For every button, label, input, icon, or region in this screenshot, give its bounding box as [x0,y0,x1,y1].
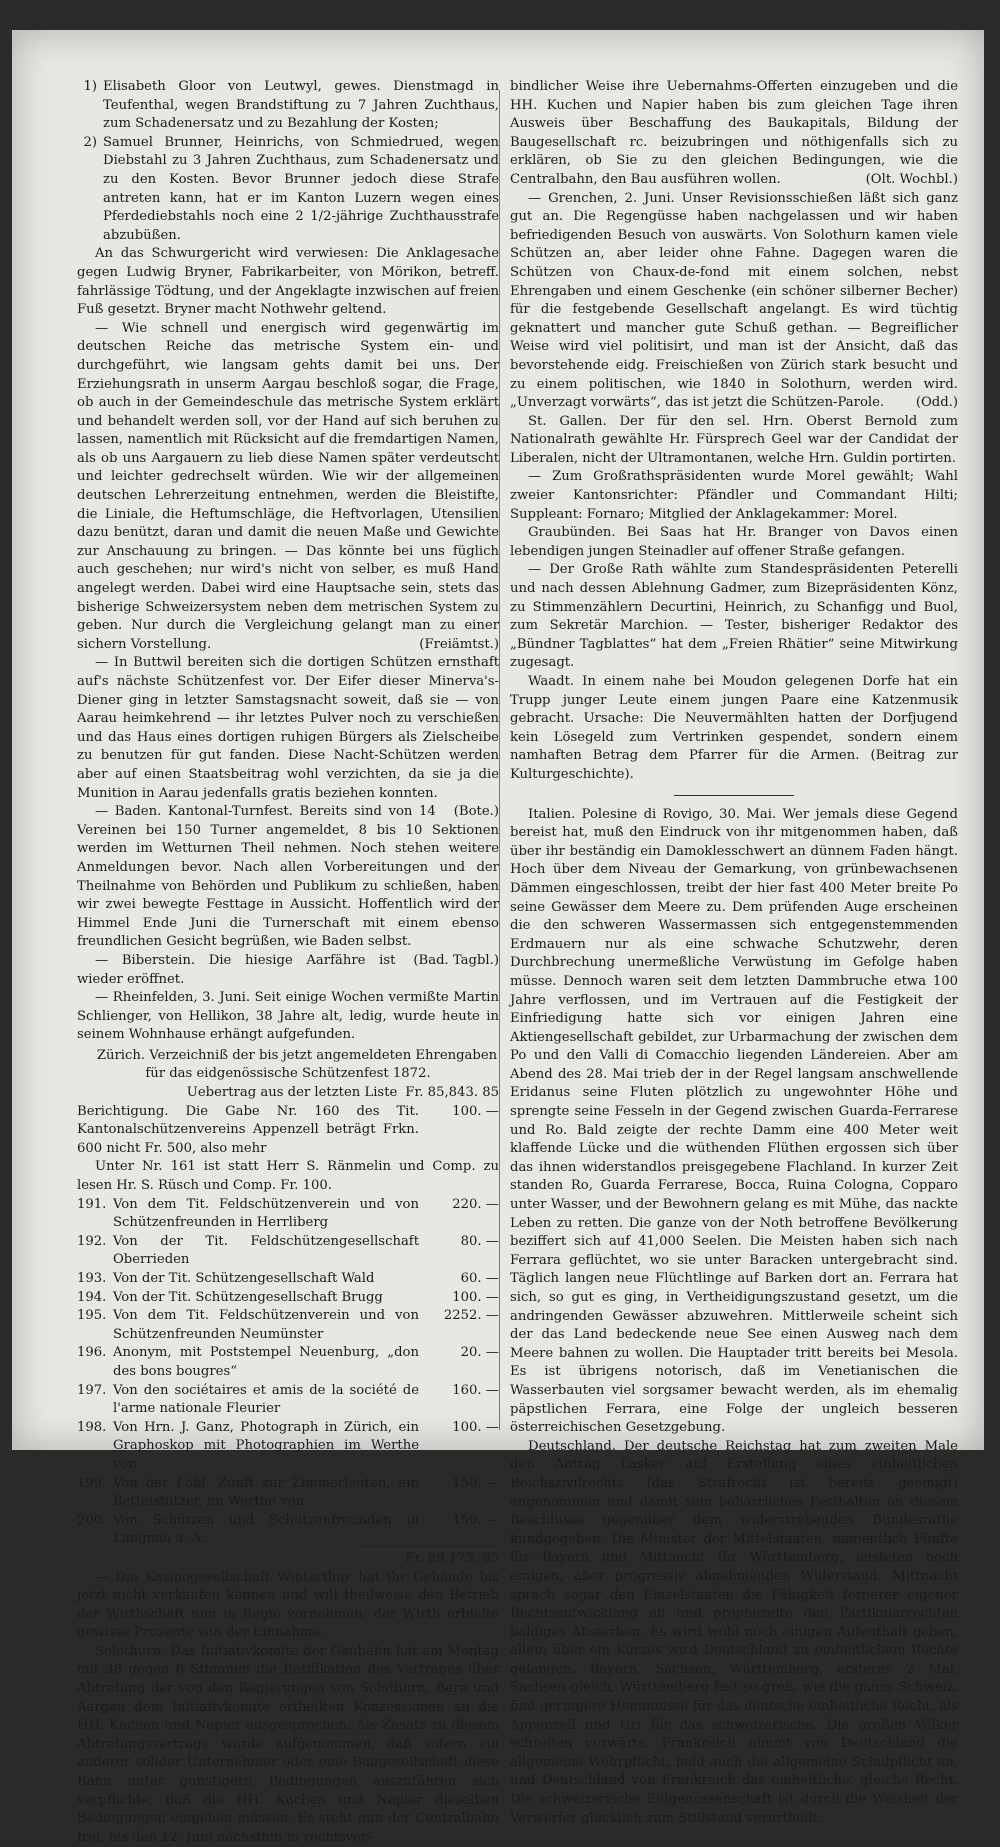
source-label: (Freiämtst.) [419,636,499,652]
deutschland-paragraph: Deutschland. Der deutsche Reichstag hat zum zweiten Male den Antrag Lasker auf Erstellung eines einheitlichen Reichszivilrechts (das Strafrecht ist bereits geeinigt) angenommen und damit sein beharrliches Festhalten an diesem Beschlusse gegenüber dem widerstrebenden Bundesrathe kundgegeben. Die Minister der Mittelstaaten, namentlich Fünfte für Bayern und Mittnacht für Württemberg, leisteten noch einigen, aber progressiv abnehmenden Widerstand. Mittnacht sprach sogar den Einzelstaaten die Fähigkeit fernerer eigener Rechtsentwicklung ab und prophezeite den Partikularrechten baldiges Absterben. Es wird wohl noch einigen Aufenthalt geben, allein über ein Kurzes wird Deutschland zu einheitlichem Rechte gelangen. Bayern, Sachsen, Württemberg, ersteres 2 Mal, Sachsen gleich, Württemberg fast so groß, wie die ganze Schweiz, find geringere Hemmnisse für das deutsche einheitliche Recht, als Appenzell und Uri für das schweizerische. Die großen Völker schreiten vorwärts, Frankreich nimmt von Deutschland die allgemeine Wehrpflicht, bald auch die allgemeine Schulpflicht an, und Deutschland von Frankreich das einheitliche, gleiche Recht. Die schweizerische Eidgenossenschaft ist durch die Weisheit der Verwerfer glücklich zum Stillstand verurtheilt. [510,1438,958,1826]
winterthur-paragraph: — Die Kasinogesellschaft Winterthur hat ihr Gebäude bis jetzt nicht verkaufen können und will theilweise den Betrieb der Wirthschaft nun in Regie vornehmen; der Wirth erhielte gewisse Prozente von der Einnahme. [77,1569,499,1641]
gift-row: 193. Von der Tit. Schützengesellschaft Wald 60. — [77,1271,499,1286]
gift-row: 196. Anonym, mit Poststempel Neuenburg, „don des bons bougres“ 20. — [77,1345,499,1379]
court-item-1: 1) Elisabeth Gloor von Leutwyl, gewes. Dienstmagd in Teufenthal, wegen Brandstiftung zu 7 Jahren Zuchthaus, zum Schadenersatz und zu Bezahlung der Kosten; [83,79,499,132]
graubuenden-paragraph: Graubünden. Bei Saas hat Hr. Branger von Davos einen lebendigen jungen Steinadler auf offener Straße gefangen. [510,525,958,559]
solothurn-paragraph: Solothurn. Das Initiativkomite der Gäubahn hat am Montag mit 38 gegen 6 Stimmen die Ratifikation des Vertrages über Abtretung der von den Regierungen von Solothurn, Bern und Aargau dem Initiativkomite ertheilten Konzessionen an die HH. Kuchen und Napier ausgesprochen. Als Zusatz zu diesem Abtretungsvertrage wurde aufgenommen, daß sofern ein anderer solider Unternehmer oder eine Baugesellschaft diese Bahn unter günstigern Bedingungen auszuführen sich verpflichte, daß die HH. Kuchen und Napier dieselben Bedingungen eingehen müssen. Es steht nun der Centralbahn frei, bis den 12. Juni nächsthin in rechtsver- [77,1643,499,1845]
left-column [77,78,499,1847]
zurich-heading: Zürich. Verzeichniß der bis jetzt angemeldeten Ehrengaben für das eidgenössische Schützenfest 1872. [96,1047,498,1082]
source-label: (Bote.) [453,804,499,820]
source-label: (Olt. Wochbl.) [865,171,958,187]
column-rule [499,90,500,1430]
baden-paragraph: — Baden. Kantonal-Turnfest. Bereits sind von 14 Vereinen bei 150 Turner angemeldet, 8 bis 10 Sektionen werden im Wetturnen Theil nehmen. Noch stehen weitere Anmeldungen bevor. Nach allen Vorbereitungen und der Theilnahme von Behörden und Publikum zu schließen, haben wir zwei bewegte Festtage in Aussicht. Hoffentlich wird der Himmel Ende Juni die Turnerschaft mit einem ebenso freundlichen Gesicht begrüßen, wie Baden selbst. (Bad. Tagbl.) [77,803,499,952]
gift-row: 197. Von den sociétaires et amis de la société de l'arme nationale Fleurier 160. — [77,1382,499,1417]
grossrath-paragraph: — Zum Großrathspräsidenten wurde Morel gewählt; Wahl zweier Kantonsrichter: Pfändler und Commandant Hilti; Suppleant: Fornaro; Mitglied der Anklagekammer: Morel. [510,469,958,522]
right-column [510,78,958,1828]
berichtigung-row: Berichtigung. Die Gabe Nr. 160 des Tit. Kantonalschützenvereins Appenzell beträgt Frkn. 600 nicht Fr. 500, also mehr 100. — [77,1103,499,1156]
buttwil-paragraph: — In Buttwil bereiten sich die dortigen Schützen ernsthaft auf's nächste Schützenfest vor. Der Eifer dieser Minerva's-Diener ging in letzter Samstagsnacht soweit, daß sie — von Aarau heimkehrend — ihr letztes Pulver noch zu verschießen und das Haus eines dortigen ruhigen Bürgers als Zielscheibe zu benutzen für gut fanden. Diese Nacht-Schützen werden aber auf einen Staatsbeitrag wohl verzichten, da sie ja die Munition in Aarau jedenfalls gratis beziehen konnten. (Bote.) [77,654,499,803]
gift-row: 198. Von Hrn. J. Ganz, Photograph in Zürich, ein Graphoskop mit Photographien im Werthe von 100. — [77,1419,499,1472]
unter-note: Unter Nr. 161 ist statt Herr S. Ränmelin und Comp. zu lesen Hr. S. Rüsch und Comp. Fr. 100. [77,1159,499,1194]
court-item-2: 2) Samuel Brunner, Heinrichs, von Schmiedrued, wegen Diebstahl zu 3 Jahren Zuchthaus, zum Schadenersatz und zu den Kosten. Bevor Brunner jedoch diese Strafe antreten kann, hat er im Kanton Luzern wegen eines Pferdediebstahls noch eine 2 1/2-jährige Zuchthausstrafe abzubüßen. [83,134,499,243]
ledger-total: Fr. 89,175. 85 [357,1549,499,1569]
newspaper-page [12,30,984,1845]
gift-row: 194. Von der Tit. Schützengesellschaft Brugg 100. — [77,1289,499,1305]
italien-paragraph: Italien. Polesine di Rovigo, 30. Mai. Wer jemals diese Gegend bereist hat, muß den Eindruck von ihr mitgenommen haben, daß über ihr beständig ein Damoklesschwert an dünnem Faden hängt. Hoch über dem Niveau der Gemarkung, von grünbewachsenen Dämmen eingeschlossen, treibt der hier fast 400 Meter breite Po seine Gewässer dem Meere zu. Dem prüfenden Auge erscheinen die den schweren Wassermassen sich entgegenstemmenden Erdmauern nur als eine schwache Schutzwehr, deren Durchbrechung unermeßliche Verwüstung im Gefolge haben müsse. Dennoch waren seit dem letzten Dammbruche etwa 100 Jahre verflossen, und im Vertrauen auf die Festigkeit der Einfriedigung hatte sich vor einigen Jahren eine Aktiengesellschaft gebildet, zur Urbarmachung der zwischen dem Po und den Valli di Comacchio liegenden Ländereien. Aber am Abend des 28. Mai trieb der in der Regel langsam anschwellende Eridanus seine Fluten plötzlich zu ungewohnter Höhe und sprengte seine Fesseln in der Gegend zwischen Guarda-Ferrarese und Ro. Bald zeigte der rechte Damm eine 400 Meter weit klaffende Lücke und die wüthenden Flüthen ergossen sich über das ihnen widerstandlos preisgegebene Flachland. In kurzer Zeit standen Ro, Guarda Ferrarese, Bocca, Ruina Cologna, Copparo unter Wasser, und der Bewohnern gelang es mit Mühe, das nackte Leben zu retten. Die ganze von der Noth betroffene Bevölkerung beziffert sich auf 41,000 Seelen. Die Meisten haben sich nach Ferrara geflüchtet, wo sie unter Baracken untergebracht sind. Täglich langen neue Flüchtlinge auf Barken dort an. Ferrara hat sich, so gut es ging, in Vertheidigungszustand gesetzt, um die andringenden Gewässer abzuwehren. Mittlerweile scheint sich der das Land bedeckende neue See einen Ausweg nach dem Meere bahnen zu wollen. Die Hauptader tritt bereits bei Mesola. Es ist übrigens notorisch, daß im Venetianischen die Wasserbauten viel sorgsamer bewacht werden, als im ehemalig päpstlichen Ferrara, eine Folge der ungleich besseren österreichischen Gesetzgebung. [510,806,958,1436]
biberstein-paragraph: — Biberstein. Die hiesige Aarfähre ist wieder eröffnet. [77,952,396,987]
uebertrag-row: Uebertrag aus der letzten Liste Fr. 85,843. 85 [186,1085,499,1101]
metric-paragraph: — Wie schnell und energisch wird gegenwärtig im deutschen Reiche das metrische System ein- und durchgeführt, wie langsam gehts damit bei uns. Der Erziehungsrath in unserm Aargau beschloß sogar, die Frage, ob auch in der Gemeindeschule das metrische System erklärt und behandelt werden soll, vor der Hand auf sich beruhen zu lassen, namentlich mit Rücksicht auf die fremdartigen Namen, als ob uns Aargauern zu lieb diese Namen später verdeutscht und leichter gedrechselt würden. Wie wir der allgemeinen deutschen Lehrerzeitung entnehmen, werden die Bleistifte, die Liniale, die Heftumschläge, die Heftvorlagen, Utensilien dazu benützt, daran und damit die neuen Maße und Gewichte zur Anschauung zu bringen. — Das könnte bei uns füglich auch geschehen; nur wird's nicht von selber, es muß Hand angelegt werden. Dabei wird eine Hauptsache sein, stets das bisherige Schweizersystem neben dem metrischen System zu geben. Nur durch die Vergleichung gelangt man zu einer sichern Vorstellung. (Freiämtst.) [77,320,499,655]
source-label: (Odd.) [915,395,958,411]
gift-list [77,1196,499,1549]
grenchen-paragraph: — Grenchen, 2. Juni. Unser Revisionsschießen läßt sich ganz gut an. Die Regengüsse haben nachgelassen und wir haben befriedigenden Besuch von auswärts. Von Solothurn kamen viele Schützen an, aber leider ohne Fahne. Dagegen waren die Schützen von Chaux-de-fond mit einem solchen, nebst Ehrengaben und einem Geschenke (ein schöner silberner Becher) für die festgebende Gesellschaft angelangt. Es wird tüchtig geknattert und mancher gute Schuß gethan. — Begreiflicher Weise wird viel politisirt, und man ist der Ansicht, daß das bevorstehende eidg. Freischießen von Zürich stark besucht und zu einem politischen, wie 1840 in Solothurn, werden wird. „Unverzagt vorwärts“, das ist jetzt die Schützen-Parole. (Odd.) [510,190,958,413]
schwurgericht-paragraph: An das Schwurgericht wird verwiesen: Die Anklagesache gegen Ludwig Bryner, Fabrikarbeiter, von Mörikon, betreff. fahrlässige Tödtung, und der Angeklagte inzwischen auf freien Fuß gesetzt. Bryner macht Nothwehr geltend. [77,246,499,318]
source-label: (Beitrag zur Kulturgeschichte). [510,748,959,782]
gift-row: 192. Von der Tit. Feldschützengesellschaft Oberrieden 80. — [77,1233,499,1268]
grosserath-paragraph: — Der Große Rath wählte zum Standespräsidenten Peterelli und nach dessen Ablehnung Gadmer, zum Bizepräsidenten Könz, zu Stimmenzählern Decurtini, Heinrich, zu Schanfigg und Buol, zum Sekretär Marchion. — Tester, bisheriger Redaktor des „Bündner Tagblattes“ hat dem „Freien Rhätier“ seine Mitwirkung zugesagt. [510,562,958,671]
waadt-paragraph: Waadt. In einem nahe bei Moudon gelegenen Dorfe hat ein Trupp junger Leute einem jungen Paare eine Katzenmusik gebracht. Ursache: Die Neuvermählten hatten der Dorfjugend kein Lösegeld zum Vertrinken gespendet, sondern einem namhaften Betrag dem Pfarrer für die Armen. (Beitrag zur Kulturgeschichte). [510,674,959,782]
rheinfelden-paragraph: — Rheinfelden, 3. Juni. Seit einige Wochen vermißte Martin Schlienger, von Hellikon, 38 Jahre alt, ledig, wurde heute in seinem Wohnhause erhängt aufgefunden. [77,990,499,1043]
stgallen-paragraph: St. Gallen. Der für den sel. Hrn. Oberst Bernold zum Nationalrath gewählte Hr. Fürsprech Geel war der Candidat der Liberalen, nicht der Ultramontanen, welche Hrn. Guldin portirten. [510,413,958,466]
gift-row: 195. Von dem Tit. Feldschützenverein und von Schützenfreunden Neumünster 2252. — [77,1308,499,1342]
gift-row: 199. Von der Löbl. Zunft zur Zimmerleuten, ein Bettelstutzer, im Werthe von 150. — [77,1475,499,1510]
source-label: (Bad. Tagbl.) [413,952,499,968]
gift-row: 200. Von Schützen und Schützenfreunden in Langnau a. A. 150. — [77,1512,499,1547]
section-divider [674,795,794,796]
solothurn-continued: bindlicher Weise ihre Uebernahms-Offerten einzugeben und die HH. Kuchen und Napier haben bis zum gleichen Tage ihren Ausweis über Beschaffung des Baukapitals, Bildung der Baugesellschaft rc. beizubringen und nöthigenfalls sich zu erklären, ob Sie zu den gleichen Bedingungen, wie die Centralbahn, den Bau ausführen wollen. (Olt. Wochbl.) [510,78,958,190]
gift-row: 191. Von dem Tit. Feldschützenverein und von Schützenfreunden in Herrliberg 220. — [77,1196,499,1231]
